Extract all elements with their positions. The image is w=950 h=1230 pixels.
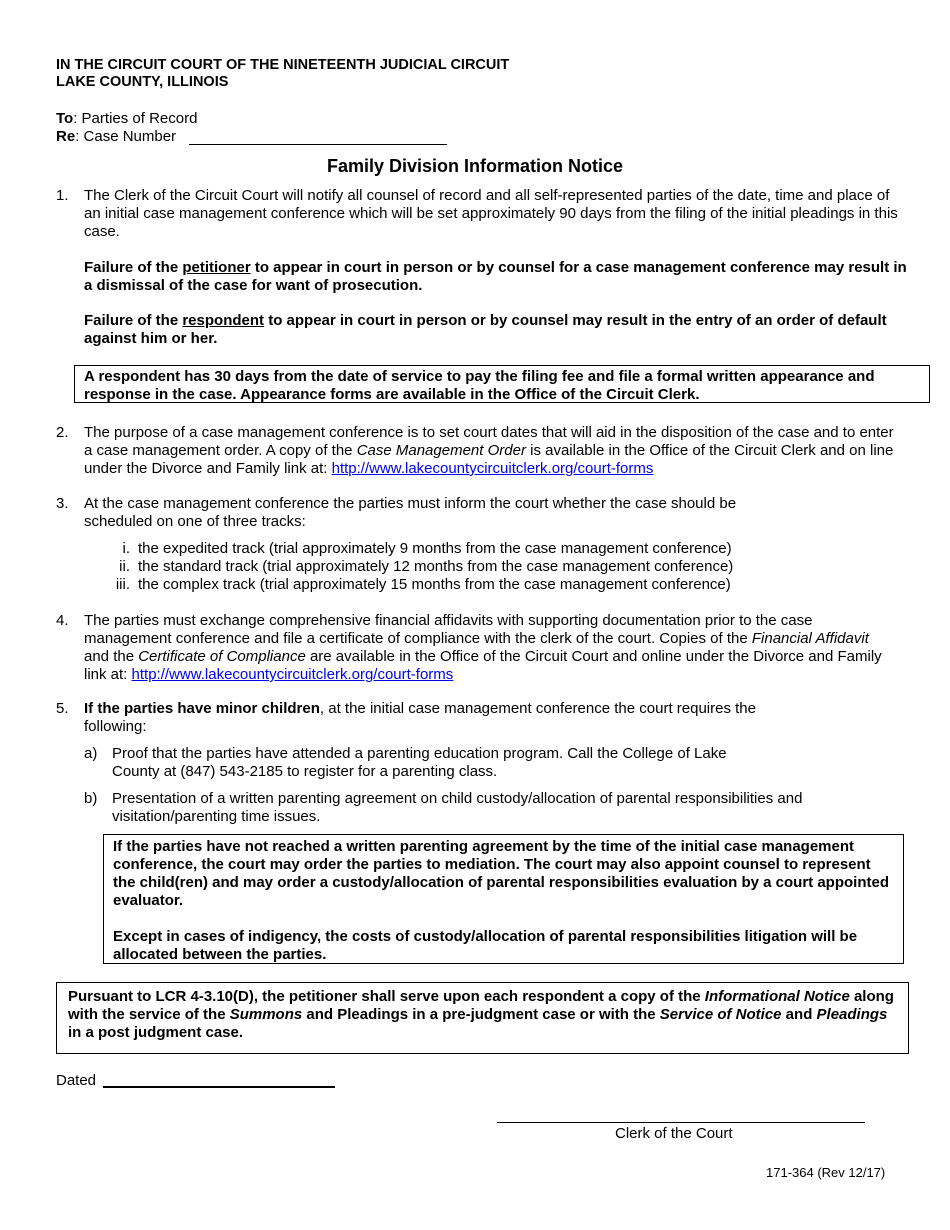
respondent-warning: Failure of the respondent to appear in court in person or by counsel may result in the entry of an order of default against him or her.: [84, 312, 887, 347]
county-name: LAKE COUNTY, ILLINOIS: [56, 74, 229, 90]
item-2-number: 2.: [56, 424, 69, 441]
item-5-number: 5.: [56, 700, 69, 717]
clerk-label: Clerk of the Court: [615, 1125, 733, 1142]
to-line: [56, 110, 197, 128]
track-expedited: i. the expedited track (trial approximately 9 months from the case management conference): [122, 540, 732, 557]
court-forms-link[interactable]: http://www.lakecountycircuitclerk.org/court-forms: [331, 460, 654, 477]
mediation-paragraph: If the parties have not reached a written parenting agreement by the time of the initial case management conference, the court may order the parties to mediation. The court may also appoint counsel to represent the child(ren) and may order a custody/allocation of parental responsibilities evaluation by a court appointed evaluator.: [113, 838, 889, 909]
clerk-signature-line[interactable]: [497, 1122, 865, 1123]
page-title: Family Division Information Notice: [326, 156, 624, 176]
item-2-text: The purpose of a case management conference is to set court dates that will aid in the disposition of the case and to enter a case management order. A copy of the Case Management Order is available in the Office of the Circuit Clerk and on line under the Divorce and Family link at: http://www.lakecountycircuitclerk.org/court-forms: [84, 424, 894, 477]
track-complex: iii. the complex track (trial approximately 15 months from the case management conference): [115, 576, 731, 593]
item-1-number: 1.: [56, 187, 69, 204]
appearance-notice-box: A respondent has 30 days from the date of service to pay the filing fee and file a formal written appearance and response in the case. Appearance forms are available in the Office of the Circuit Clerk.: [74, 365, 930, 403]
re-value: : Case Number: [75, 128, 177, 145]
re-label: Re: [56, 128, 76, 145]
track-list: [102, 540, 802, 594]
item-3-text: At the case management conference the parties must inform the court whether the case should be scheduled on one of three tracks:: [84, 495, 737, 530]
re-line: [56, 128, 176, 146]
dated-label: Dated: [56, 1072, 97, 1089]
to-label: To: [56, 110, 74, 127]
indigency-paragraph: Except in cases of indigency, the costs of custody/allocation of parental responsibilities litigation will be allocated between the parties.: [113, 928, 858, 963]
mediation-notice-box: [103, 834, 904, 964]
item-1-text: The Clerk of the Circuit Court will notify all counsel of record and all self-represented parties of the date, time and place of an initial case management conference which will be set approximately 90 days from the filing of the initial pleadings in this case.: [84, 187, 898, 240]
court-forms-link-2[interactable]: http://www.lakecountycircuitclerk.org/court-forms: [131, 666, 454, 683]
form-number: 171-364 (Rev 12/17): [766, 1165, 886, 1180]
item-5a-label: a): [84, 745, 98, 762]
item-5-text: If the parties have minor children, at the initial case management conference the court requires the following:: [84, 700, 756, 735]
item-3-number: 3.: [56, 495, 69, 512]
petitioner-warning: Failure of the petitioner to appear in court in person or by counsel for a case management conference may result in a dismissal of the case for want of prosecution.: [84, 259, 907, 294]
court-header: [56, 57, 509, 91]
court-name: IN THE CIRCUIT COURT OF THE NINETEENTH JUDICIAL CIRCUIT: [56, 57, 510, 73]
service-requirement-box: Pursuant to LCR 4-3.10(D), the petitioner shall serve upon each respondent a copy of the Informational Notice along with the service of the Summons and Pleadings in a pre-judgment case or with the Service of Notice and Pleadings in a post judgment case.: [56, 982, 909, 1054]
dated-field[interactable]: [103, 1086, 335, 1088]
item-5b-label: b): [84, 790, 98, 807]
track-standard: ii. the standard track (trial approximately 12 months from the case management conference): [119, 558, 734, 575]
item-5a-text: Proof that the parties have attended a parenting education program. Call the College of Lake County at (847) 543-2185 to register for a parenting class.: [112, 745, 727, 780]
case-number-field[interactable]: [189, 144, 447, 145]
item-4-number: 4.: [56, 612, 69, 629]
item-5b-text: Presentation of a written parenting agreement on child custody/allocation of parental responsibilities and visitation/parenting time issues.: [112, 790, 803, 825]
to-value: : Parties of Record: [73, 110, 198, 127]
item-4-text: The parties must exchange comprehensive financial affidavits with supporting documentation prior to the case management conference and file a certificate of compliance with the clerk of the court. Copies of the Financial Affidavit and the Certificate of Compliance are available in the Office of the Circuit Court and online under the Divorce and Family link at: http://www.lakecountycircuitclerk.org/court-forms: [84, 612, 882, 683]
